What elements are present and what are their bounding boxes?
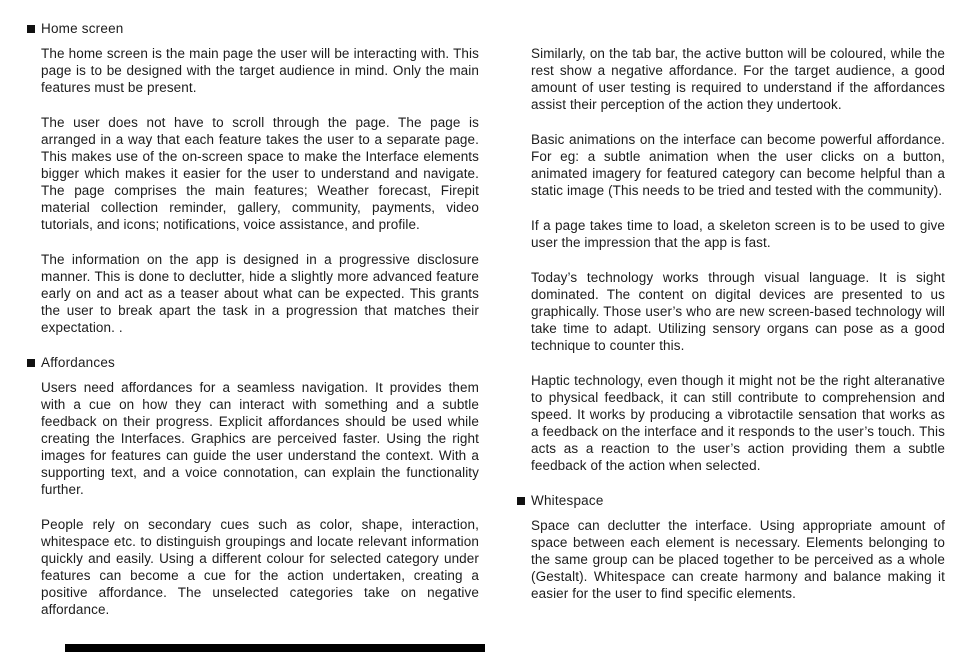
section-heading-affordances <box>27 354 479 371</box>
bottom-black-bar <box>65 644 485 652</box>
paragraph: Users need affordances for a seamless navigation. It provides them with a cue on how they can interact with something and a subtle feedback on their progress. Explicit affordances should be used while creating the Interfaces. Graphics are perceived faster. Using the right images for features can guide the user understand the context. With a supporting text, and a voice connotation, can explain the functionality further. <box>41 380 479 497</box>
section-body <box>41 379 479 618</box>
section-affordances <box>27 354 479 618</box>
paragraph: Basic animations on the interface can become powerful affordance. For eg: a subtle animation when the user clicks on a button, animated imagery for featured category can become helpful than a static image (This needs to be tried and tested with the community). <box>531 132 945 198</box>
square-bullet-icon <box>517 497 525 505</box>
section-heading-text: Affordances <box>41 355 115 370</box>
section-whitespace <box>517 492 945 602</box>
paragraph: Haptic technology, even though it might not be the right alteranative to physical feedback, it can still contribute to comprehension and speed. It works by producing a vibrotactile sensation that works as a feedback on the interface and it responds to the user’s touch. This acts as a reaction to the user’s action providing them a subtle feedback of the action when selected. <box>531 373 945 473</box>
section-affordances-continued <box>517 45 945 474</box>
square-bullet-icon <box>27 25 35 33</box>
section-body <box>531 45 945 474</box>
paragraph: Similarly, on the tab bar, the active button will be coloured, while the rest show a negative affordance. For the target audience, a good amount of user testing is required to understand if the affordances assist their perception of the action they undertook. <box>531 46 945 112</box>
paragraph: Today’s technology works through visual language. It is sight dominated. The content on digital devices are presented to us graphically. Those user’s who are new screen-based technology will take time to adapt. Utilizing sensory organs can pose as a good technique to counter this. <box>531 270 945 353</box>
paragraph: People rely on secondary cues such as color, shape, interaction, whitespace etc. to distinguish groupings and locate relevant information quickly and easily. Using a different colour for selected category under features can become a cue for the action undertaken, creating a positive affordance. The unselected categories take on negative affordance. <box>41 517 479 617</box>
right-column <box>517 20 945 636</box>
left-column <box>27 20 479 636</box>
section-home-screen <box>27 20 479 336</box>
paragraph: If a page takes time to load, a skeleton screen is to be used to give user the impression that the app is fast. <box>531 218 945 250</box>
paragraph: Space can declutter the interface. Using appropriate amount of space between each element is necessary. Elements belonging to the same group can be placed together to be perceived as a whole (Gestalt). Whitespace can create harmony and balance making it easier for the user to find specific elements. <box>531 518 945 601</box>
section-heading-text: Home screen <box>41 21 124 36</box>
section-heading-whitespace <box>517 492 945 509</box>
section-body <box>531 517 945 602</box>
paragraph: The information on the app is designed in a progressive disclosure manner. This is done to declutter, hide a slightly more advanced feature early on and act as a teaser about what can be expected. This grants the user to break apart the task in a progression that matches their expectation. . <box>41 252 479 335</box>
section-body <box>41 45 479 336</box>
paragraph: The home screen is the main page the user will be interacting with. This page is to be designed with the target audience in mind. Only the main features must be present. <box>41 46 479 95</box>
square-bullet-icon <box>27 359 35 367</box>
section-heading-text: Whitespace <box>531 493 604 508</box>
paragraph: The user does not have to scroll through the page. The page is arranged in a way that each feature takes the user to a separate page. This makes use of the on-screen space to make the Interface elements bigger which makes it easier for the user to understand and navigate. The page comprises the main features; Weather forecast, Firepit material collection reminder, gallery, community, payments, video tutorials, and icons; notifications, voice assistance, and profile. <box>41 115 479 232</box>
section-heading-home-screen <box>27 20 479 37</box>
